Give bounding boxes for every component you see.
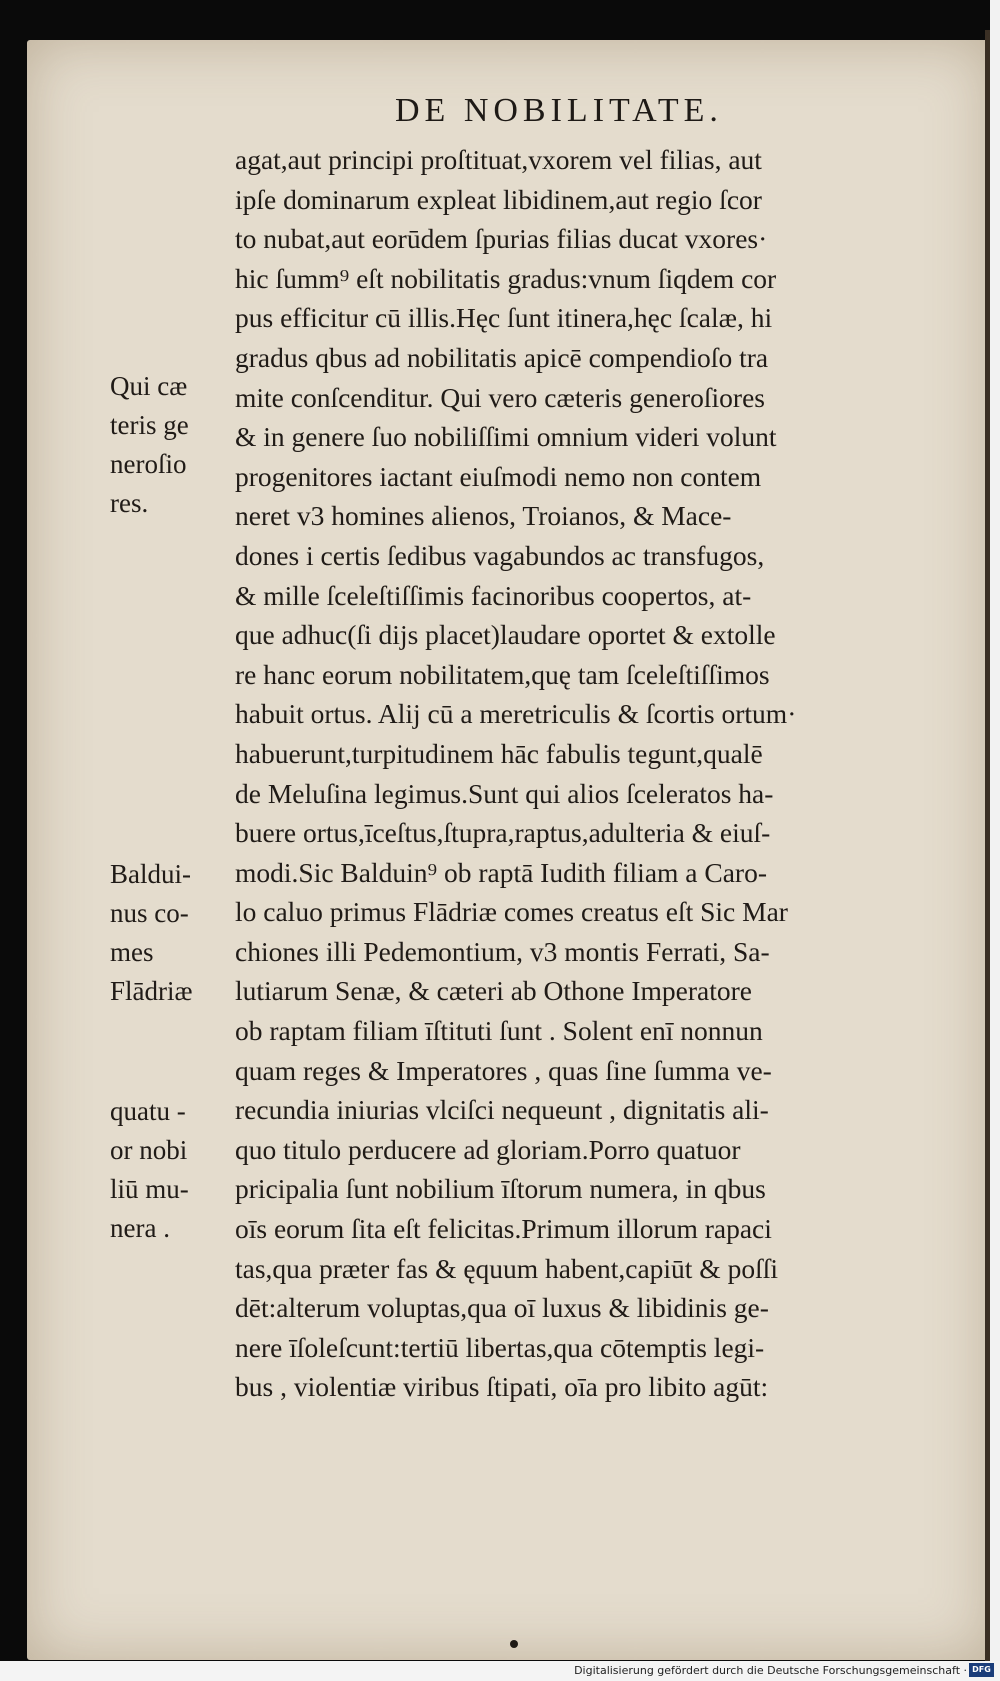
text-line: lutiarum Senæ, & cæteri ab Othone Imperatore [235, 975, 753, 1007]
page-edge [985, 30, 990, 1670]
text-line: gradus qbus ad nobilitatis apicē compendioſo tra [235, 341, 769, 373]
margin-note-line: nera . [110, 1213, 170, 1243]
text-line: tas,qua præter fas & ęquum habent,capiūt & poſſi [235, 1252, 778, 1284]
margin-note-quatuor-munera [110, 1092, 230, 1248]
text-line: recundia iniurias vlciſci nequeunt , dignitatis ali- [235, 1094, 769, 1126]
text-line: bus , violentiæ viribus ſtipati, oīa pro libito agūt: [235, 1371, 769, 1403]
body-text [235, 140, 925, 1407]
text-line: & mille ſceleſtiſſimis facinoribus coopertos, at- [235, 579, 752, 611]
page-bottom-mark [510, 1640, 518, 1648]
margin-note-line: Flādriæ [110, 976, 193, 1006]
margin-note-line: Baldui- [110, 859, 191, 889]
text-line: quam reges & Imperatores , quas ſine ſumma ve- [235, 1054, 772, 1086]
text-line: lo caluo primus Flādriæ comes creatus eſt Sic Mar [235, 896, 788, 928]
footer-credit: Digitalisierung gefördert durch die Deutsche Forschungsgemeinschaft · [574, 1664, 967, 1677]
margin-note-line: quatu - [110, 1096, 186, 1126]
text-line: buere ortus,īceſtus,ſtupra,raptus,adulteria & eiuſ- [235, 817, 771, 849]
margin-note-line: or nobi [110, 1135, 188, 1165]
text-line: que adhuc(ſi dijs placet)laudare oportet & extolle [235, 619, 776, 651]
text-line: & in genere ſuo nobiliſſimi omnium videri volunt [235, 421, 777, 453]
margin-note-line: teris ge [110, 410, 189, 440]
margin-note-generosiores [110, 367, 230, 523]
text-line: pus efficitur cū illis.Hęc ſunt itinera,hęc ſcalæ, hi [235, 302, 773, 334]
margin-note-balduinus [110, 855, 230, 1011]
text-line: oīs eorum ſita eſt felicitas.Primum illorum rapaci [235, 1213, 772, 1245]
text-line: ob raptam filiam īſtituti ſunt . Solent enī nonnun [235, 1015, 763, 1047]
text-line: progenitores iactant eiuſmodi nemo non contem [235, 460, 762, 492]
text-line: to nubat,aut eorūdem ſpurias filias ducat vxores· [235, 223, 768, 255]
text-line: quo titulo perducere ad gloriam.Porro quatuor [235, 1133, 741, 1165]
text-line: modi.Sic Balduin⁹ ob raptā Iudith filiam a Caro- [235, 856, 767, 888]
margin-note-line: Qui cæ [110, 371, 188, 401]
text-line: re hanc eorum nobilitatem,quę tam ſceleſtiſſimos [235, 658, 770, 690]
text-line: agat,aut principi proſtituat,vxorem vel filias, aut [235, 144, 762, 175]
scan-right-border [990, 0, 1000, 1681]
text-line: de Meluſina legimus.Sunt qui alios ſceleratos ha- [235, 777, 774, 809]
text-line: pricipalia ſunt nobilium īſtorum numera, in qbus [235, 1173, 766, 1205]
text-line: ipſe dominarum expleat libidinem,aut regio ſcor [235, 183, 762, 215]
running-head: DE NOBILITATE. [395, 92, 723, 129]
text-line: habuerunt,turpitudinem hāc fabulis tegunt,qualē [235, 737, 763, 769]
text-line: neret v3 homines alienos, Troianos, & Mace- [235, 500, 732, 532]
margin-note-line: res. [110, 488, 149, 518]
text-line: nere īſoleſcunt:tertiū libertas,qua cōtemptis legi- [235, 1331, 765, 1363]
text-line: dēt:alterum voluptas,qua oī luxus & libidinis ge- [235, 1292, 769, 1324]
text-line: mite conſcenditur. Qui vero cæteris generoſiores [235, 381, 765, 413]
margin-note-line: liū mu- [110, 1174, 189, 1204]
margin-note-line: neroſio [110, 449, 187, 479]
margin-note-line: nus co- [110, 898, 189, 928]
text-line: chiones illi Pedemontium, v3 montis Ferrati, Sa- [235, 935, 770, 967]
text-line: hic ſumm⁹ eſt nobilitatis gradus:vnum ſiqdem cor [235, 262, 777, 294]
text-line: dones i certis ſedibus vagabundos ac transfugos, [235, 539, 765, 571]
text-line: habuit ortus. Alij cū a meretriculis & ſcortis ortum· [235, 698, 797, 730]
dfg-logo: DFG [969, 1663, 994, 1677]
margin-note-line: mes [110, 937, 154, 967]
